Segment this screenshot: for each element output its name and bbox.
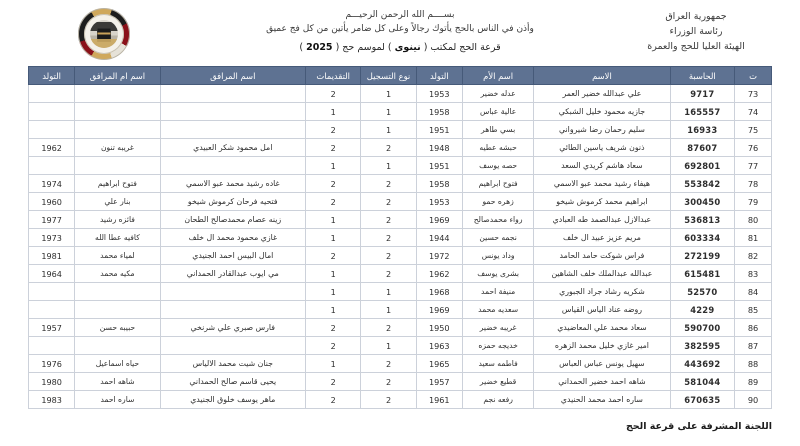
row-account-number: 16933 xyxy=(670,121,735,139)
org-line-country: جمهورية العراق xyxy=(665,11,727,22)
row-companion-name xyxy=(160,121,305,139)
row-companion-mother-name: مكيه محمد xyxy=(75,265,160,283)
column-header-companion-mother: اسم ام المرافق xyxy=(75,67,160,85)
column-header-companion-name: اسم المرافق xyxy=(160,67,305,85)
season-year: 2025 xyxy=(306,42,333,53)
row-companion-name xyxy=(160,337,305,355)
table-row xyxy=(29,283,772,301)
table-row xyxy=(29,301,772,319)
row-applications-count: 1 xyxy=(305,103,360,121)
row-birth-year: 1957 xyxy=(416,373,462,391)
row-pilgrim-name: شاهه احمد خضير الحمداني xyxy=(534,373,670,391)
row-account-number: 382595 xyxy=(670,337,735,355)
row-mother-name: عدله خضير xyxy=(462,85,534,103)
row-companion-mother-name: شاهه احمد xyxy=(75,373,160,391)
row-index: 74 xyxy=(735,103,772,121)
basmala-text: بســــم الله الرحمن الرحيـــم xyxy=(345,10,455,20)
committee-signature: اللجنة المشرفة على قرعة الحج xyxy=(625,421,772,432)
row-mother-name: خديجه حمزه xyxy=(462,337,534,355)
emblem-bottom-band xyxy=(90,39,118,48)
row-companion-name xyxy=(160,85,305,103)
row-index: 88 xyxy=(735,355,772,373)
row-companion-name xyxy=(160,103,305,121)
row-index: 78 xyxy=(735,175,772,193)
document-header xyxy=(0,0,800,66)
row-index: 79 xyxy=(735,193,772,211)
row-pilgrim-name: عبدالازل عبدالصمد طه العبادي xyxy=(534,211,670,229)
row-companion-birth-year xyxy=(29,157,75,175)
lottery-title-suffix: ) xyxy=(299,42,304,53)
row-pilgrim-name: هيفاء رشيد محمد عبو الاسمي xyxy=(534,175,670,193)
row-companion-birth-year xyxy=(29,121,75,139)
row-companion-birth-year: 1962 xyxy=(29,139,75,157)
row-companion-birth-year: 1960 xyxy=(29,193,75,211)
row-birth-year: 1944 xyxy=(416,229,462,247)
row-registration-type: 2 xyxy=(361,355,416,373)
column-header-index: ت xyxy=(735,67,772,85)
row-companion-mother-name: فائزه رشيد xyxy=(75,211,160,229)
row-companion-birth-year: 1983 xyxy=(29,391,75,409)
row-birth-year: 1963 xyxy=(416,337,462,355)
table-row xyxy=(29,193,772,211)
row-applications-count: 2 xyxy=(305,247,360,265)
row-mother-name: فتوح ابراهيم xyxy=(462,175,534,193)
lottery-title-prefix: قرعة الحج لمكتب ( xyxy=(423,42,501,53)
row-index: 89 xyxy=(735,373,772,391)
row-mother-name: قطيع خضير xyxy=(462,373,534,391)
table-row xyxy=(29,319,772,337)
row-companion-mother-name: فتوح ابراهيم xyxy=(75,175,160,193)
quran-verse-text: وأذن في الناس بالحج يأتوك رجالاً وعلى كل ضامر يأتين من كل فج عميق xyxy=(266,24,534,34)
row-companion-name: ماهر يوسف خلوق الجنيدي xyxy=(160,391,305,409)
row-mother-name: عالية عباس xyxy=(462,103,534,121)
row-registration-type: 1 xyxy=(361,157,416,175)
row-applications-count: 1 xyxy=(305,211,360,229)
row-registration-type: 2 xyxy=(361,319,416,337)
row-companion-birth-year xyxy=(29,85,75,103)
row-pilgrim-name: علي عبدالله خضير العمر xyxy=(534,85,670,103)
row-registration-type: 2 xyxy=(361,391,416,409)
row-registration-type: 1 xyxy=(361,103,416,121)
row-companion-mother-name xyxy=(75,103,160,121)
row-applications-count: 1 xyxy=(305,355,360,373)
row-companion-mother-name xyxy=(75,337,160,355)
row-index: 86 xyxy=(735,319,772,337)
row-companion-name: فتحيه فرحان كرموش شيخو xyxy=(160,193,305,211)
row-birth-year: 1951 xyxy=(416,121,462,139)
row-companion-birth-year: 1976 xyxy=(29,355,75,373)
row-pilgrim-name: شكريه رشاد جراد الجبوري xyxy=(534,283,670,301)
row-companion-name: جنان شيت محمد الالياس xyxy=(160,355,305,373)
row-index: 76 xyxy=(735,139,772,157)
row-birth-year: 1951 xyxy=(416,157,462,175)
row-mother-name: غريبه خضير xyxy=(462,319,534,337)
row-companion-mother-name xyxy=(75,157,160,175)
row-companion-mother-name xyxy=(75,121,160,139)
row-companion-mother-name: بنار علي xyxy=(75,193,160,211)
row-pilgrim-name: سهيل يونس عباس العباس xyxy=(534,355,670,373)
table-row xyxy=(29,103,772,121)
row-companion-birth-year: 1974 xyxy=(29,175,75,193)
emblem-inner xyxy=(90,20,118,48)
row-companion-birth-year: 1980 xyxy=(29,373,75,391)
row-registration-type: 2 xyxy=(361,175,416,193)
table-row xyxy=(29,229,772,247)
row-pilgrim-name: سعاد هاشم كريدي السعد xyxy=(534,157,670,175)
table-row xyxy=(29,373,772,391)
row-account-number: 692801 xyxy=(670,157,735,175)
table-row xyxy=(29,337,772,355)
table-body xyxy=(29,85,772,409)
row-account-number: 553842 xyxy=(670,175,735,193)
row-index: 85 xyxy=(735,301,772,319)
row-companion-mother-name: ساره احمد xyxy=(75,391,160,409)
row-pilgrim-name: ذنون شريف ياسين الطائي xyxy=(534,139,670,157)
column-header-applications: التقديمات xyxy=(305,67,360,85)
row-companion-birth-year: 1977 xyxy=(29,211,75,229)
row-applications-count: 2 xyxy=(305,175,360,193)
row-birth-year: 1948 xyxy=(416,139,462,157)
row-pilgrim-name: مريم عزيز عبيد ال خلف xyxy=(534,229,670,247)
lottery-title-line xyxy=(194,39,606,56)
row-companion-name xyxy=(160,283,305,301)
row-companion-name: مي ايوب عبدالقادر الحمداني xyxy=(160,265,305,283)
row-birth-year: 1962 xyxy=(416,265,462,283)
table-row xyxy=(29,355,772,373)
table-row xyxy=(29,139,772,157)
row-account-number: 272199 xyxy=(670,247,735,265)
row-applications-count: 1 xyxy=(305,157,360,175)
row-companion-mother-name xyxy=(75,85,160,103)
row-index: 80 xyxy=(735,211,772,229)
row-pilgrim-name: روضه عناد الياس القياس xyxy=(534,301,670,319)
row-registration-type: 2 xyxy=(361,229,416,247)
row-account-number: 443692 xyxy=(670,355,735,373)
row-companion-mother-name: غريبه تنون xyxy=(75,139,160,157)
row-account-number: 87607 xyxy=(670,139,735,157)
row-mother-name: منيفة احمد xyxy=(462,283,534,301)
table-row xyxy=(29,85,772,103)
row-registration-type: 1 xyxy=(361,85,416,103)
row-birth-year: 1968 xyxy=(416,283,462,301)
column-header-companion-birth-year: التولد xyxy=(29,67,75,85)
row-mother-name: بشرى يوسف xyxy=(462,265,534,283)
row-companion-name: غاده رشيد محمد عبو الاسمي xyxy=(160,175,305,193)
column-header-name: الاسم xyxy=(534,67,670,85)
row-account-number: 536813 xyxy=(670,211,735,229)
column-header-account: الحاسبة xyxy=(670,67,735,85)
table-container xyxy=(0,66,800,409)
row-mother-name: نجمه حسين xyxy=(462,229,534,247)
row-applications-count: 1 xyxy=(305,301,360,319)
row-mother-name: رفعه نجم xyxy=(462,391,534,409)
row-birth-year: 1953 xyxy=(416,193,462,211)
row-index: 75 xyxy=(735,121,772,139)
row-applications-count: 2 xyxy=(305,85,360,103)
row-birth-year: 1969 xyxy=(416,211,462,229)
row-index: 82 xyxy=(735,247,772,265)
row-index: 83 xyxy=(735,265,772,283)
row-index: 90 xyxy=(735,391,772,409)
row-index: 77 xyxy=(735,157,772,175)
row-mother-name: سعديه محمد xyxy=(462,301,534,319)
row-account-number: 165557 xyxy=(670,103,735,121)
row-applications-count: 2 xyxy=(305,373,360,391)
emblem-container xyxy=(14,4,194,60)
row-registration-type: 2 xyxy=(361,247,416,265)
column-header-registration-type: نوع التسجيل xyxy=(361,67,416,85)
row-index: 81 xyxy=(735,229,772,247)
row-registration-type: 2 xyxy=(361,265,416,283)
office-name: نينوى xyxy=(394,42,421,53)
row-applications-count: 2 xyxy=(305,121,360,139)
table-row xyxy=(29,265,772,283)
row-account-number: 590700 xyxy=(670,319,735,337)
row-mother-name: زهره حمو xyxy=(462,193,534,211)
row-companion-mother-name: كافيه عطا الله xyxy=(75,229,160,247)
row-companion-mother-name xyxy=(75,301,160,319)
row-applications-count: 2 xyxy=(305,139,360,157)
row-companion-birth-year: 1964 xyxy=(29,265,75,283)
row-account-number: 300450 xyxy=(670,193,735,211)
row-mother-name: فاطمه سعيد xyxy=(462,355,534,373)
row-applications-count: 2 xyxy=(305,319,360,337)
table-row xyxy=(29,121,772,139)
row-birth-year: 1958 xyxy=(416,175,462,193)
row-applications-count: 1 xyxy=(305,283,360,301)
row-companion-name: امل محمود شكر العبيدي xyxy=(160,139,305,157)
column-header-mother-name: اسم الأم xyxy=(462,67,534,85)
hajj-authority-emblem-icon xyxy=(78,8,130,60)
row-pilgrim-name: فراس شوكت حامد الحامد xyxy=(534,247,670,265)
row-applications-count: 2 xyxy=(305,337,360,355)
row-mother-name: حبشه عطيه xyxy=(462,139,534,157)
table-row xyxy=(29,157,772,175)
row-mother-name: وداد يونس xyxy=(462,247,534,265)
row-mother-name: حصه يوسف xyxy=(462,157,534,175)
row-applications-count: 1 xyxy=(305,265,360,283)
row-companion-birth-year xyxy=(29,301,75,319)
row-companion-birth-year xyxy=(29,337,75,355)
column-header-birth-year: التولد xyxy=(416,67,462,85)
row-companion-name: فارس صبري علي شرنخي xyxy=(160,319,305,337)
row-registration-type: 2 xyxy=(361,139,416,157)
row-pilgrim-name: عبدالله عبدالملك خلف الشاهين xyxy=(534,265,670,283)
row-companion-birth-year: 1973 xyxy=(29,229,75,247)
row-applications-count: 2 xyxy=(305,391,360,409)
table-row xyxy=(29,211,772,229)
row-companion-birth-year xyxy=(29,283,75,301)
row-registration-type: 2 xyxy=(361,193,416,211)
row-companion-birth-year xyxy=(29,103,75,121)
row-registration-type: 2 xyxy=(361,211,416,229)
organization-block xyxy=(606,4,786,54)
row-registration-type: 1 xyxy=(361,337,416,355)
table-row xyxy=(29,175,772,193)
row-account-number: 52570 xyxy=(670,283,735,301)
row-index: 73 xyxy=(735,85,772,103)
row-birth-year: 1953 xyxy=(416,85,462,103)
row-companion-name xyxy=(160,301,305,319)
row-registration-type: 1 xyxy=(361,283,416,301)
title-block xyxy=(194,4,606,56)
table-header-row xyxy=(29,67,772,85)
row-companion-birth-year: 1981 xyxy=(29,247,75,265)
row-companion-mother-name: حياه اسماعيل xyxy=(75,355,160,373)
row-pilgrim-name: سعاد محمد علي المعاضيدي xyxy=(534,319,670,337)
row-account-number: 581044 xyxy=(670,373,735,391)
row-account-number: 670635 xyxy=(670,391,735,409)
row-pilgrim-name: سليم رحمان رضا شيرواني xyxy=(534,121,670,139)
row-index: 87 xyxy=(735,337,772,355)
row-applications-count: 1 xyxy=(305,229,360,247)
row-applications-count: 2 xyxy=(305,193,360,211)
row-companion-mother-name: لمياء محمد xyxy=(75,247,160,265)
row-companion-name xyxy=(160,157,305,175)
row-companion-name: امال البيس احمد الجنيدي xyxy=(160,247,305,265)
pilgrims-lottery-table xyxy=(28,66,772,409)
table-head xyxy=(29,67,772,85)
row-account-number: 4229 xyxy=(670,301,735,319)
row-birth-year: 1958 xyxy=(416,103,462,121)
row-registration-type: 2 xyxy=(361,373,416,391)
row-mother-name: بسي طاهر xyxy=(462,121,534,139)
row-companion-birth-year: 1957 xyxy=(29,319,75,337)
row-companion-name: زينه عصام محمدصالح الطحان xyxy=(160,211,305,229)
table-row xyxy=(29,391,772,409)
org-line-ministry: رئاسة الوزراء xyxy=(669,26,723,37)
row-birth-year: 1969 xyxy=(416,301,462,319)
row-pilgrim-name: جازيه محمود خليل الشبكي xyxy=(534,103,670,121)
row-companion-name: غازي محمود محمد ال خلف xyxy=(160,229,305,247)
lottery-title-middle: ) لموسم حج ( xyxy=(335,42,392,53)
row-mother-name: رواء محمدصالح xyxy=(462,211,534,229)
row-companion-mother-name xyxy=(75,283,160,301)
row-pilgrim-name: ابراهيم محمد كرموش شيخو xyxy=(534,193,670,211)
row-companion-mother-name: حبيبه حسن xyxy=(75,319,160,337)
row-account-number: 603334 xyxy=(670,229,735,247)
row-birth-year: 1972 xyxy=(416,247,462,265)
row-birth-year: 1961 xyxy=(416,391,462,409)
row-companion-name: يحيى قاسم صالح الحمداني xyxy=(160,373,305,391)
org-line-authority: الهيئة العليا للحج والعمرة xyxy=(647,41,745,52)
row-birth-year: 1965 xyxy=(416,355,462,373)
row-index: 84 xyxy=(735,283,772,301)
row-registration-type: 1 xyxy=(361,301,416,319)
row-account-number: 9717 xyxy=(670,85,735,103)
row-birth-year: 1950 xyxy=(416,319,462,337)
row-account-number: 615481 xyxy=(670,265,735,283)
row-pilgrim-name: امير غازي خليل محمد الزهره xyxy=(534,337,670,355)
row-pilgrim-name: ساره احمد محمد الحنيدي xyxy=(534,391,670,409)
row-registration-type: 1 xyxy=(361,121,416,139)
table-row xyxy=(29,247,772,265)
